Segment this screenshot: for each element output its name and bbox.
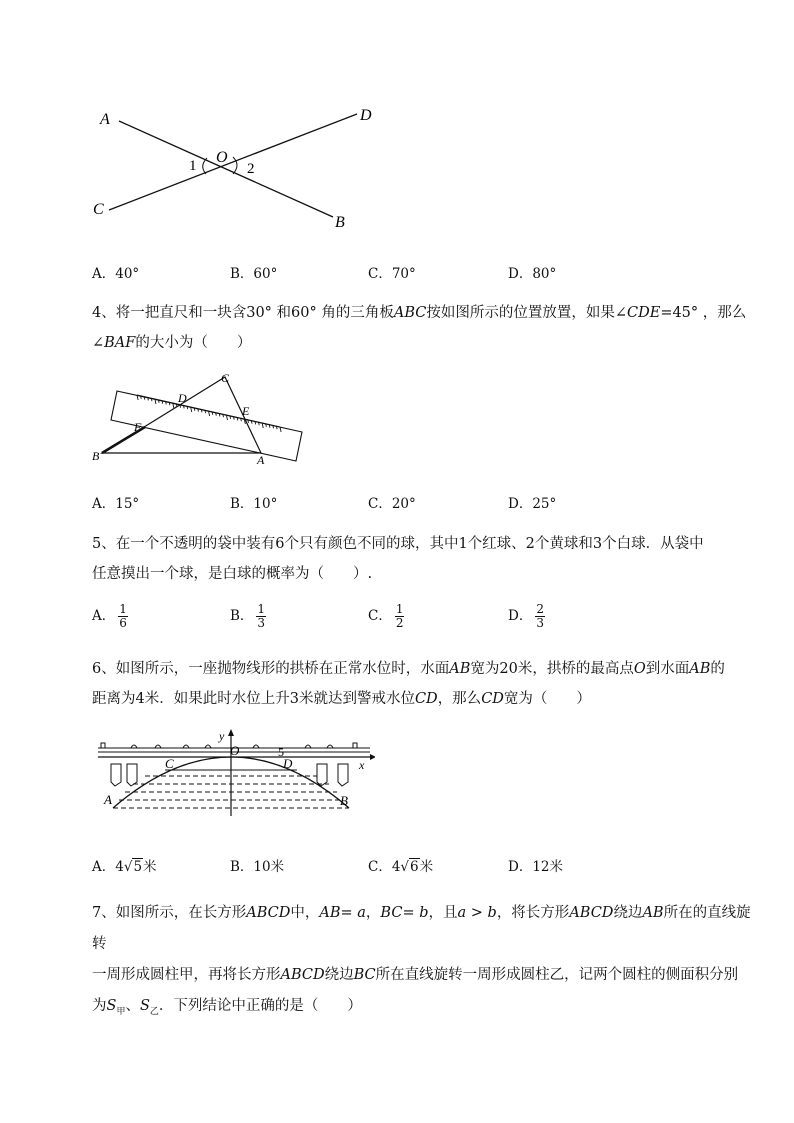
label-x: x — [359, 758, 365, 772]
q4-option-d[interactable]: D．25° — [508, 496, 557, 512]
q5-option-b[interactable]: B． $\frac{1}{3}$ — [230, 602, 266, 630]
q5-line-1: 5、在一个不透明的袋中装有6个只有颜色不同的球，其中1个红球、2个黄球和3个白球．从袋中 — [92, 536, 704, 552]
figure-arch-bridge — [95, 728, 375, 820]
line-cd — [109, 114, 357, 210]
question-4 — [92, 298, 752, 358]
label-b: B — [335, 214, 345, 231]
question-7 — [92, 898, 757, 1028]
label-b: B — [340, 793, 348, 808]
label-d: D — [360, 107, 372, 124]
ruler-ticks — [137, 395, 281, 432]
q5-option-d[interactable]: D． $\frac{2}{3}$ — [508, 602, 544, 630]
triangle-abc — [102, 377, 261, 453]
label-a: A — [104, 792, 112, 807]
q4-option-b[interactable]: B．10° — [230, 496, 278, 512]
q6-line-1: 6、如图所示，一座抛物线形的拱桥在正常水位时，水面AB宽为20米，拱桥的最高点O到水面AB的 — [92, 661, 725, 677]
angle-2-label: 2 — [247, 161, 255, 177]
label-d: D — [178, 391, 187, 405]
q6-option-a[interactable]: A．4√5米 — [92, 859, 157, 875]
label-a: A — [100, 111, 110, 128]
label-o: O — [230, 743, 240, 758]
q4-line-1: 4、将一把直尺和一块含30° 和60° 角的三角板ABC按如图所示的位置放置，如果∠CDE=45° ，那么 — [92, 305, 747, 321]
label-a: A — [257, 453, 265, 467]
q7-line-1: 7、如图所示，在长方形ABCD中，AB= a，BC= b，且a > b，将长方形ABCD绕边AB所在的直线旋转 — [92, 905, 751, 952]
label-o: O — [216, 149, 228, 166]
label-b: B — [92, 449, 100, 463]
angle-1-label: 1 — [189, 158, 197, 174]
x-axis-arrow — [370, 754, 375, 760]
question-5 — [92, 529, 752, 589]
q4-line-2: ∠BAF的大小为（ ） — [92, 335, 252, 351]
y-axis-arrow — [228, 729, 234, 736]
question-6 — [92, 654, 752, 714]
label-y: y — [219, 729, 225, 743]
q3-option-a[interactable]: A．40° — [92, 266, 140, 282]
q6-option-d[interactable]: D．12米 — [508, 859, 564, 875]
label-5: 5 — [278, 745, 284, 759]
q5-line-2: 任意摸出一个球，是白球的概率为（ ）. — [92, 566, 373, 582]
q3-option-c[interactable]: C．70° — [368, 266, 416, 282]
q6-line-2: 距离为4米．如果此时水位上升3米就达到警戒水位CD，那么CD宽为（ ） — [92, 691, 591, 707]
railing — [101, 743, 357, 748]
q5-option-c[interactable]: C． $\frac{1}{2}$ — [368, 602, 404, 630]
label-c: C — [93, 201, 104, 218]
label-c: C — [165, 756, 174, 771]
q7-line-3: 为$S_甲$、$S_乙$．下列结论中正确的是（ ） — [92, 998, 362, 1017]
q4-option-a[interactable]: A．15° — [92, 496, 140, 512]
q3-option-d[interactable]: D．80° — [508, 266, 557, 282]
label-d: D — [283, 756, 293, 771]
label-e: E — [242, 404, 250, 418]
figure-intersecting-lines — [85, 100, 395, 235]
angle-2-arc — [233, 157, 237, 174]
label-f: F — [134, 420, 142, 434]
label-c: C — [221, 371, 230, 385]
figure-ruler-triangle — [85, 365, 310, 470]
q5-option-a[interactable]: A． $\frac{1}{6}$ — [92, 602, 127, 630]
q7-line-2: 一周形成圆柱甲，再将长方形ABCD绕边BC所在直线旋转一周形成圆柱乙，记两个圆柱的侧面积分别 — [92, 967, 739, 983]
q3-option-b[interactable]: B．60° — [230, 266, 278, 282]
q6-option-c[interactable]: C．4√6米 — [368, 859, 434, 875]
q6-option-b[interactable]: B．10米 — [230, 859, 285, 875]
q4-option-c[interactable]: C．20° — [368, 496, 416, 512]
